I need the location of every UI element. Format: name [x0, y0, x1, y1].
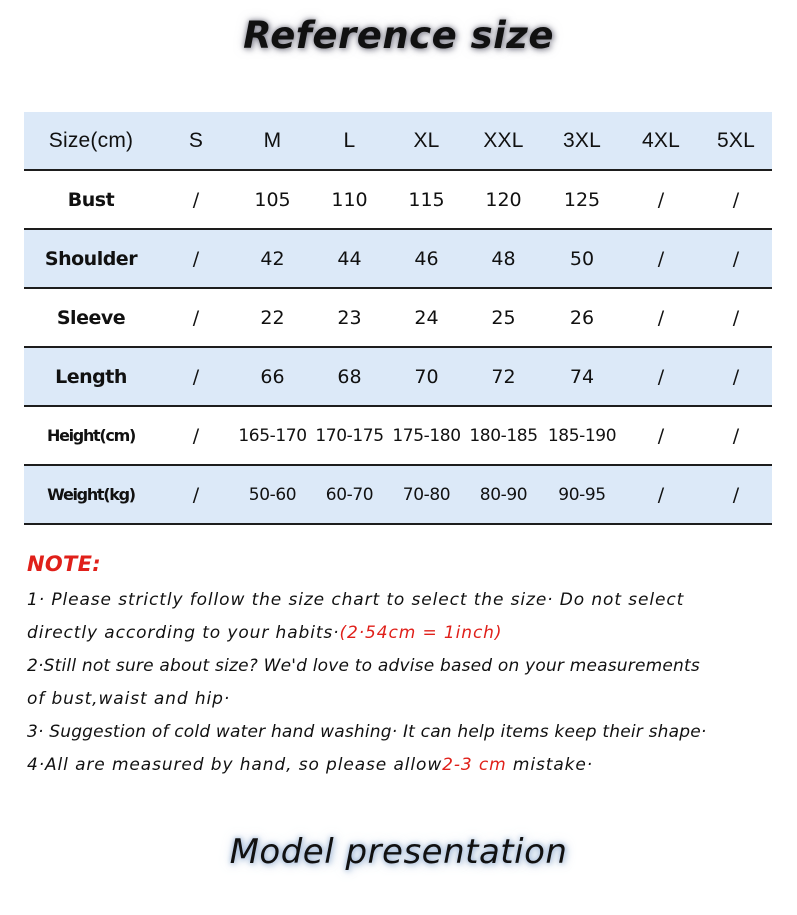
- header-cell-3xl: 3XL: [542, 112, 622, 170]
- note-1-conversion-highlight: (2·54cm = 1inch): [339, 623, 503, 643]
- cell-length-3xl: 74: [542, 347, 622, 406]
- table-row: [24, 229, 772, 288]
- cell-sleeve-m: 22: [234, 288, 311, 347]
- note-3-text: 3· Suggestion of cold water hand washing· It can help items keep their shape·: [27, 722, 707, 742]
- note-item-2-line-1: [27, 650, 767, 683]
- header-cell-s: S: [158, 112, 234, 170]
- cell-sleeve-3xl: 26: [542, 288, 622, 347]
- cell-weight-3xl: 90-95: [542, 465, 622, 524]
- row-label-bust: Bust: [24, 170, 158, 229]
- page-title-reference-size: Reference size: [243, 14, 554, 57]
- cell-sleeve-xxl: 25: [465, 288, 542, 347]
- header-cell-l: L: [311, 112, 388, 170]
- row-label-length: Length: [24, 347, 158, 406]
- cell-weight-m: 50-60: [234, 465, 311, 524]
- cell-shoulder-l: 44: [311, 229, 388, 288]
- header-cell-m: M: [234, 112, 311, 170]
- cell-weight-xxl: 80-90: [465, 465, 542, 524]
- cell-bust-xxl: 120: [465, 170, 542, 229]
- table-row: [24, 288, 772, 347]
- table-row: [24, 170, 772, 229]
- cell-length-s: /: [158, 347, 234, 406]
- row-label-sleeve: Sleeve: [24, 288, 158, 347]
- header-cell-4xl: 4XL: [622, 112, 700, 170]
- cell-length-5xl: /: [700, 347, 772, 406]
- cell-bust-3xl: 125: [542, 170, 622, 229]
- cell-length-l: 68: [311, 347, 388, 406]
- cell-shoulder-3xl: 50: [542, 229, 622, 288]
- cell-height-xxl: 180-185: [465, 406, 542, 465]
- cell-height-4xl: /: [622, 406, 700, 465]
- cell-weight-xl: 70-80: [388, 465, 465, 524]
- note-4-text-suffix: mistake·: [506, 755, 594, 775]
- notes-section: [27, 552, 767, 782]
- cell-shoulder-4xl: /: [622, 229, 700, 288]
- cell-sleeve-5xl: /: [700, 288, 772, 347]
- cell-weight-4xl: /: [622, 465, 700, 524]
- cell-length-xl: 70: [388, 347, 465, 406]
- cell-length-xxl: 72: [465, 347, 542, 406]
- cell-weight-l: 60-70: [311, 465, 388, 524]
- note-item-1-line-2: [27, 617, 767, 650]
- note-1-text-b: directly according to your habits·: [27, 623, 340, 643]
- cell-height-l: 170-175: [311, 406, 388, 465]
- cell-bust-l: 110: [311, 170, 388, 229]
- header-cell-xxl: XXL: [465, 112, 542, 170]
- section-title-model-presentation: Model presentation: [229, 832, 568, 872]
- header-cell-5xl: 5XL: [700, 112, 772, 170]
- cell-bust-s: /: [158, 170, 234, 229]
- size-chart-table: [24, 112, 772, 525]
- note-2-text-b: of bust,waist and hip·: [27, 689, 231, 709]
- table-row: [24, 465, 772, 524]
- notes-heading: NOTE:: [27, 552, 101, 576]
- row-label-height: Height(cm): [24, 406, 158, 465]
- cell-height-xl: 175-180: [388, 406, 465, 465]
- cell-bust-xl: 115: [388, 170, 465, 229]
- cell-height-s: /: [158, 406, 234, 465]
- cell-shoulder-m: 42: [234, 229, 311, 288]
- header-cell-size: Size(cm): [24, 112, 158, 170]
- cell-sleeve-s: /: [158, 288, 234, 347]
- table-row: [24, 347, 772, 406]
- cell-bust-5xl: /: [700, 170, 772, 229]
- size-chart-table-container: [24, 112, 772, 525]
- note-item-2-line-2: [27, 683, 767, 716]
- cell-weight-5xl: /: [700, 465, 772, 524]
- note-item-4: [27, 749, 767, 782]
- header-cell-xl: XL: [388, 112, 465, 170]
- cell-bust-4xl: /: [622, 170, 700, 229]
- cell-shoulder-5xl: /: [700, 229, 772, 288]
- note-1-text-a: 1· Please strictly follow the size chart to select the size· Do not select: [27, 590, 685, 610]
- cell-shoulder-xxl: 48: [465, 229, 542, 288]
- cell-height-3xl: 185-190: [542, 406, 622, 465]
- row-label-shoulder: Shoulder: [24, 229, 158, 288]
- note-4-tolerance-highlight: 2-3 cm: [442, 755, 507, 775]
- cell-sleeve-l: 23: [311, 288, 388, 347]
- cell-height-m: 165-170: [234, 406, 311, 465]
- cell-shoulder-s: /: [158, 229, 234, 288]
- cell-bust-m: 105: [234, 170, 311, 229]
- table-row: [24, 406, 772, 465]
- cell-shoulder-xl: 46: [388, 229, 465, 288]
- cell-sleeve-xl: 24: [388, 288, 465, 347]
- note-item-3: [27, 716, 767, 749]
- note-item-1-line-1: [27, 584, 767, 617]
- table-header-row: [24, 112, 772, 170]
- cell-sleeve-4xl: /: [622, 288, 700, 347]
- note-2-text-a: 2·Still not sure about size? We'd love to advise based on your measurements: [27, 656, 700, 676]
- row-label-weight: Weight(kg): [24, 465, 158, 524]
- note-4-text-prefix: 4·All are measured by hand, so please allow: [27, 755, 443, 775]
- cell-length-4xl: /: [622, 347, 700, 406]
- cell-height-5xl: /: [700, 406, 772, 465]
- cell-weight-s: /: [158, 465, 234, 524]
- cell-length-m: 66: [234, 347, 311, 406]
